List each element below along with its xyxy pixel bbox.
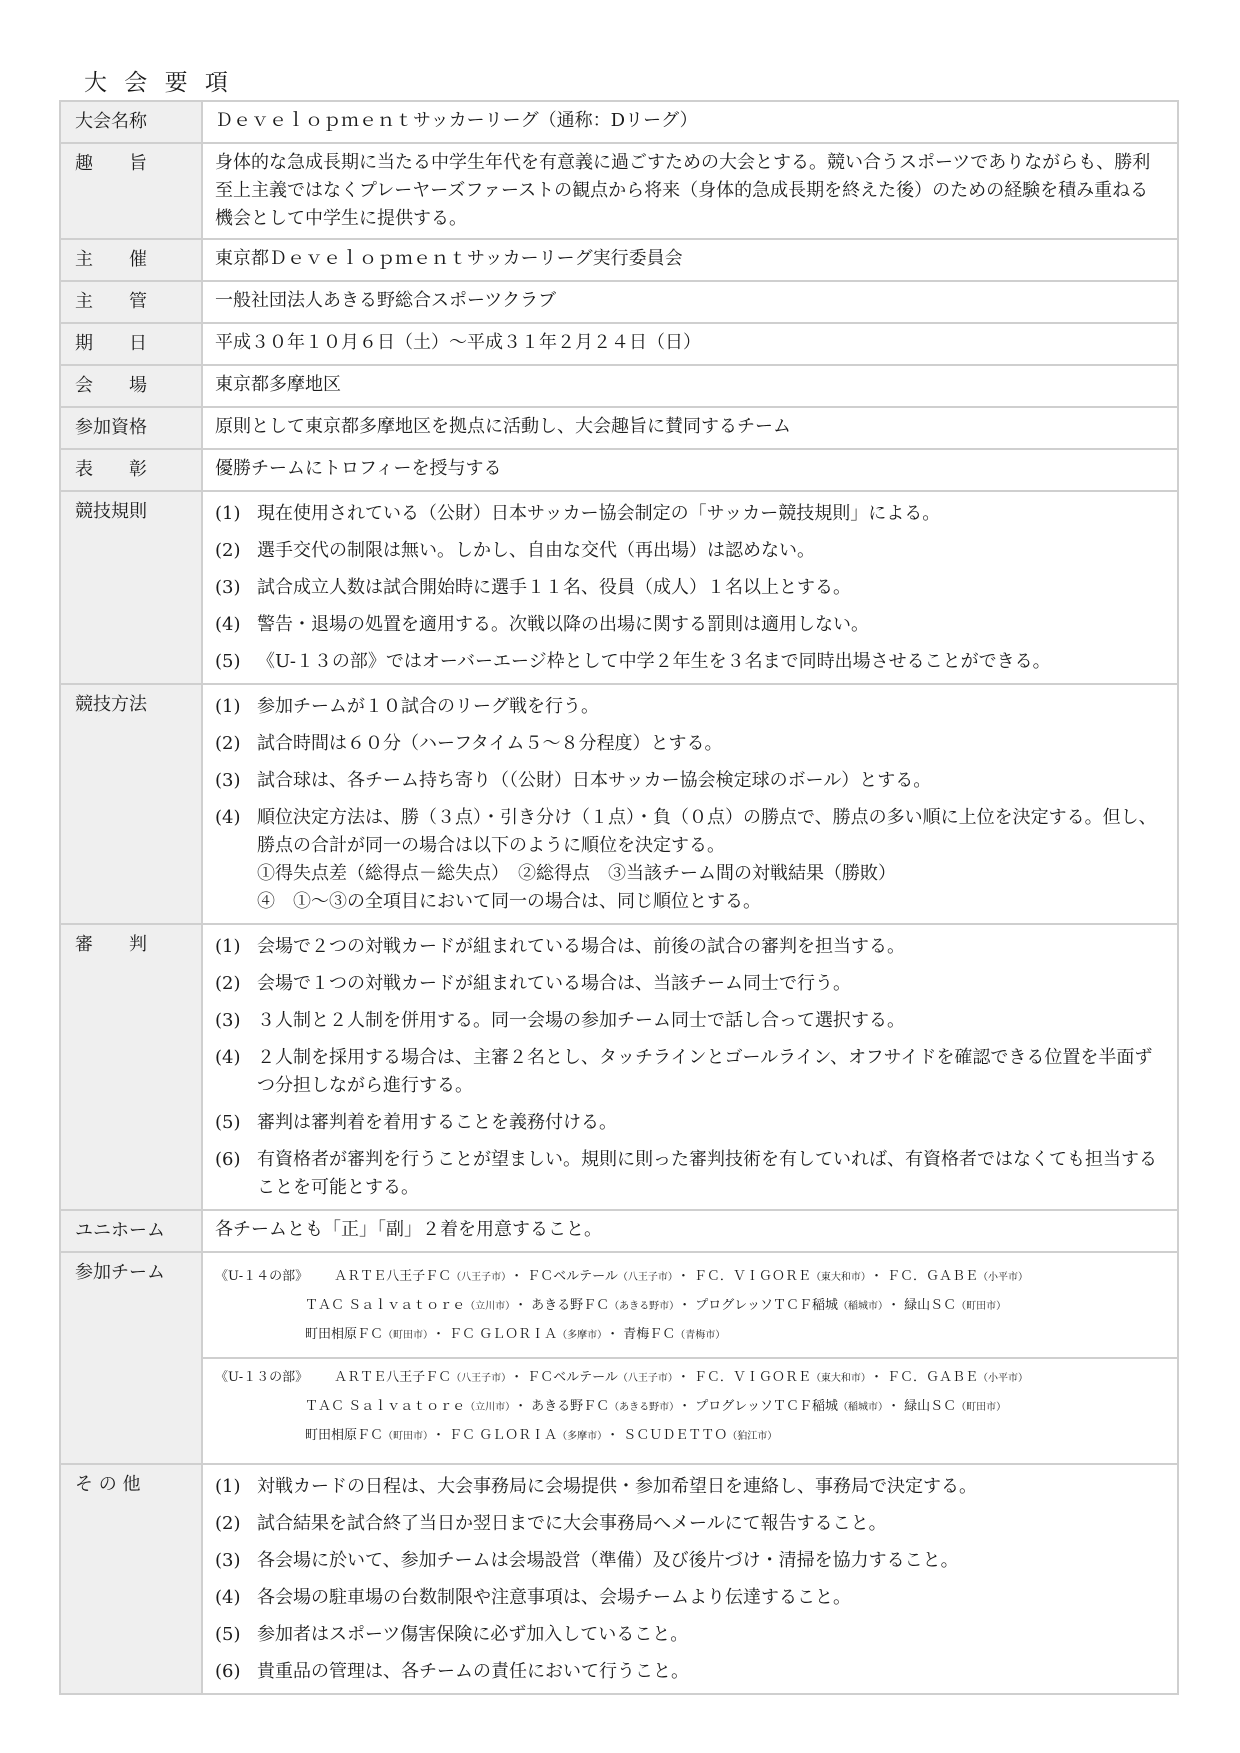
team-name: 町田相原ＦＣ (305, 1428, 384, 1443)
ranking-criteria: ①得失点差（総得点－総失点） ②総得点 ③当該チーム間の対戦結果（勝敗） (257, 863, 896, 884)
team-name: ＦＣ．ＶＩＧＯＲＥ (693, 1370, 811, 1385)
row-value: 原則として東京都多摩地区を拠点に活動し、大会趣旨に賛同するチーム (202, 407, 1178, 449)
list-item: (3) 各会場に於いて、参加チームは会場設営（準備）及び後片づけ・清掃を協力すること。 (215, 1550, 959, 1571)
team-name: ＦＣ．ＶＩＧＯＲＥ (693, 1269, 811, 1284)
row-dates (60, 323, 1178, 365)
list-item: (3) ３人制と２人制を併用する。同一会場の参加チーム同士で話し合って選択する。 (215, 1010, 905, 1031)
team-name: ＦＣベルテール (527, 1269, 618, 1284)
list-item: (3) 試合成立人数は試合開始時に選手１１名、役員（成人）１名以上とする。 (215, 577, 851, 598)
row-label: 表 彰 (75, 459, 147, 480)
row-label: 参加チーム (75, 1262, 165, 1283)
row-venue (60, 365, 1178, 407)
list-item: (2) 試合結果を試合終了当日か翌日までに大会事務局へメールにて報告すること。 (215, 1513, 887, 1534)
ranking-criteria-final: ④ ①～③の全項目において同一の場合は、同じ順位とする。 (257, 891, 761, 912)
list-item: (5) 参加者はスポーツ傷害保険に必ず加入していること。 (215, 1624, 689, 1645)
team-name: ＦＣ ＧＬＯＲＩＡ (449, 1428, 558, 1443)
list-item: (4) 各会場の駐車場の台数制限や注意事項は、会場チームより伝達すること。 (215, 1587, 851, 1608)
row-value: 優勝チームにトロフィーを授与する (202, 449, 1178, 491)
row-uniform (60, 1210, 1178, 1252)
row-value: 身体的な急成長期に当たる中学生年代を有意義に過ごすための大会とする。競い合うスポーツでありながらも、勝利至上主義ではなくプレーヤーズファーストの観点から将来（身体的急成長期を終えた後）のための経験を積み重ねる機会として中学生に提供する。 (202, 143, 1178, 239)
list-item: (2) 選手交代の制限は無い。しかし、自由な交代（再出場）は認めない。 (215, 540, 815, 561)
team-group-u14: 《U-１４の部》 ＡＲＴＥ八王子ＦＣ（八王子市） ・ ＦＣベルテール（八王子市） ・ ＦＣ．ＶＩＧＯＲＥ（東大和市） ・ ＦＣ．ＧＡＢＥ（小平市） ＴＡＣ Ｓａｌｖａｔｏｒｅ（立川市） ・ あきる野ＦＣ（あきる野市） ・ プログレッソＴＣＦ稲城（稲城市） ・ 緑山ＳＣ（町田市） 町田相原ＦＣ（町田市） ・ ＦＣ ＧＬＯＲＩＡ（多摩市） ・ 青梅ＦＣ（青梅市） (215, 1269, 1028, 1342)
list-item: (1) 参加チームが１０試合のリーグ戦を行う。 (215, 696, 599, 717)
group-label: 《U-１４の部》 (215, 1269, 309, 1284)
team-name: 町田相原ＦＣ (305, 1327, 384, 1342)
row-value: 平成３０年１０月６日（土）～平成３１年２月２４日（日） (202, 323, 1178, 365)
group-label: 《U-１３の部》 (215, 1370, 309, 1385)
list-item: (5) 《U-１３の部》ではオーバーエージ枠として中学２年生を３名まで同時出場させることができる。 (215, 651, 1051, 672)
row-label: 審 判 (75, 934, 147, 955)
row-label: 主 催 (75, 249, 147, 270)
list-item: (6) 貴重品の管理は、各チームの責任において行うこと。 (215, 1661, 689, 1682)
row-management (60, 281, 1178, 323)
row-value: 東京都Ｄｅｖｅｌｏｐｍｅｎｔサッカーリーグ実行委員会 (202, 239, 1178, 281)
list-item: (4) 順位決定方法は、勝（３点）・引き分け（１点）・負（０点）の勝点で、勝点の多い順に上位を決定する。但し、勝点の合計が同一の場合は以下のように順位を決定する。 ①得失点差（総得点－総失点） ②総得点 ③当該チーム間の対戦結果（勝敗） ④ ①～③の全項目において同一の場合は、同じ順位とする。 (215, 804, 1163, 916)
list-item: (3) 試合球は、各チーム持ち寄り（（公財）日本サッカー協会検定球のボール）とする。 (215, 770, 932, 791)
row-value: 各チームとも「正」「副」２着を用意すること。 (202, 1210, 1178, 1252)
team-name: 緑山ＳＣ (904, 1399, 957, 1414)
list-item: (5) 審判は審判着を着用することを義務付ける。 (215, 1112, 617, 1133)
row-label: 会 場 (75, 375, 147, 396)
row-other (60, 1464, 1178, 1694)
team-name: プログレッソＴＣＦ稲城 (695, 1399, 839, 1414)
list-item: (4) ２人制を採用する場合は、主審２名とし、タッチラインとゴールライン、オフサイドを確認できる位置を半面ずつ分担しながら進行する。 (215, 1047, 1153, 1096)
row-label: 期 日 (75, 333, 147, 354)
row-eligibility (60, 407, 1178, 449)
row-label: 大会名称 (75, 111, 147, 132)
list-item: (6) 有資格者が審判を行うことが望ましい。規則に則った審判技術を有していれば、有資格者ではなくても担当することを可能とする。 (215, 1149, 1157, 1198)
row-label: 主 管 (75, 291, 147, 312)
team-name: ＳＣＵＤＥＴＴＯ (623, 1428, 728, 1443)
row-value: 一般社団法人あきる野総合スポーツクラブ (202, 281, 1178, 323)
team-name: ＦＣ．ＧＡＢＥ (886, 1370, 978, 1385)
team-name: ＦＣ ＧＬＯＲＩＡ (449, 1327, 558, 1342)
list-item: (1) 対戦カードの日程は、大会事務局に会場提供・参加希望日を連絡し、事務局で決定する。 (215, 1476, 977, 1497)
row-value: 東京都多摩地区 (202, 365, 1178, 407)
team-name: ＦＣ．ＧＡＢＥ (886, 1269, 978, 1284)
row-label: 参加資格 (75, 417, 147, 438)
row-rules (60, 491, 1178, 684)
team-name: 緑山ＳＣ (904, 1298, 957, 1313)
row-label: 競技方法 (75, 694, 147, 715)
team-name: ＡＲＴＥ八王子ＦＣ (334, 1269, 452, 1284)
row-label: そ の 他 (75, 1474, 141, 1495)
team-name: 青梅ＦＣ (623, 1327, 676, 1342)
team-name: ＡＲＴＥ八王子ＦＣ (334, 1370, 452, 1385)
team-name: プログレッソＴＣＦ稲城 (695, 1298, 839, 1313)
list-item: (2) 会場で１つの対戦カードが組まれている場合は、当該チーム同士で行う。 (215, 973, 851, 994)
row-purpose (60, 143, 1178, 239)
row-organizer (60, 239, 1178, 281)
row-referee (60, 924, 1178, 1210)
row-label: 競技規則 (75, 501, 147, 522)
list-item: (4) 警告・退場の処置を適用する。次戦以降の出場に関する罰則は適用しない。 (215, 614, 869, 635)
row-tournament-name (60, 101, 1178, 143)
team-name: ＴＡＣ Ｓａｌｖａｔｏｒｅ (305, 1298, 466, 1313)
tournament-outline-table (59, 100, 1179, 1695)
row-teams (60, 1252, 1178, 1464)
list-item: (1) 現在使用されている（公財）日本サッカー協会制定の「サッカー競技規則」による。 (215, 503, 941, 524)
page-title: 大 会 要 項 (84, 70, 233, 96)
row-value: Ｄｅｖｅｌｏｐｍｅｎｔサッカーリーグ（通称：Dリーグ） (202, 101, 1178, 143)
list-item: (1) 会場で２つの対戦カードが組まれている場合は、前後の試合の審判を担当する。 (215, 936, 905, 957)
team-name: ＦＣベルテール (527, 1370, 618, 1385)
team-group-u13: 《U-１３の部》 ＡＲＴＥ八王子ＦＣ（八王子市） ・ ＦＣベルテール（八王子市） ・ ＦＣ．ＶＩＧＯＲＥ（東大和市） ・ ＦＣ．ＧＡＢＥ（小平市） ＴＡＣ Ｓａｌｖａｔｏｒｅ（立川市） ・ あきる野ＦＣ（あきる野市） ・ プログレッソＴＣＦ稲城（稲城市） ・ 緑山ＳＣ（町田市） 町田相原ＦＣ（町田市） ・ ＦＣ ＧＬＯＲＩＡ（多摩市） ・ ＳＣＵＤＥＴＴＯ（狛江市） (203, 1357, 1177, 1458)
team-name: あきる野ＦＣ (531, 1399, 610, 1414)
list-item: (2) 試合時間は６０分（ハーフタイム５～８分程度）とする。 (215, 733, 723, 754)
row-awards (60, 449, 1178, 491)
row-label: 趣 旨 (75, 153, 147, 174)
row-method (60, 684, 1178, 924)
team-name: あきる野ＦＣ (531, 1298, 610, 1313)
row-label: ユニホーム (75, 1220, 165, 1241)
team-name: ＴＡＣ Ｓａｌｖａｔｏｒｅ (305, 1399, 466, 1414)
